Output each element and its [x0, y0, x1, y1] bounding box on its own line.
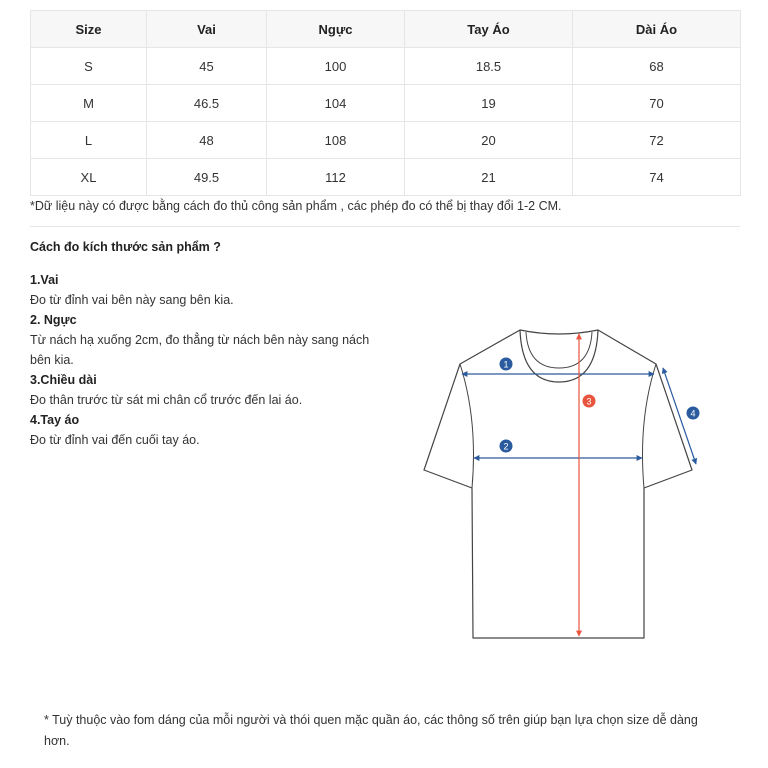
table-cell: 74 — [573, 159, 741, 196]
size-chart-table — [30, 10, 741, 196]
table-cell: M — [31, 85, 147, 122]
instruction-heading-shoulder: 1.Vai — [30, 273, 59, 287]
table-cell: 46.5 — [147, 85, 267, 122]
table-cell: 19 — [405, 85, 573, 122]
measurement-note: *Dữ liệu này có được bằng cách đo thủ công sản phẩm , các phép đo có thể bị thay đổi 1-2 CM. — [30, 199, 562, 213]
instruction-desc-length: Đo thân trước từ sát mi chân cổ trước đến lai áo. — [30, 393, 303, 407]
table-cell: L — [31, 122, 147, 159]
instruction-heading-length: 3.Chiều dài — [30, 373, 97, 387]
table-cell: 108 — [267, 122, 405, 159]
table-cell: 70 — [573, 85, 741, 122]
svg-text:2: 2 — [503, 441, 509, 452]
instruction-heading-chest: 2. Ngực — [30, 313, 77, 327]
marker-chest — [500, 440, 513, 453]
marker-length — [583, 395, 596, 408]
tshirt-measurement-diagram — [420, 320, 720, 650]
marker-shoulder — [500, 358, 513, 371]
table-cell: 45 — [147, 48, 267, 85]
header-size: Size — [31, 11, 147, 48]
marker-sleeve — [687, 407, 700, 420]
table-cell: 48 — [147, 122, 267, 159]
divider — [30, 226, 740, 227]
table-cell: 104 — [267, 85, 405, 122]
table-cell: 20 — [405, 122, 573, 159]
footer-note: * Tuỳ thuộc vào fom dáng của mỗi người và thói quen mặc quần áo, các thông số trên giúp bạn lựa chọn size dễ dàng hơn. — [44, 713, 698, 748]
table-cell: 21 — [405, 159, 573, 196]
table-cell: 72 — [573, 122, 741, 159]
instruction-heading-sleeve: 4.Tay áo — [30, 413, 80, 427]
table-cell: XL — [31, 159, 147, 196]
table-cell: 100 — [267, 48, 405, 85]
table-row — [31, 159, 741, 196]
header-tay-ao: Tay Áo — [405, 11, 573, 48]
tshirt-outline — [424, 330, 692, 638]
header-nguc: Ngực — [267, 11, 405, 48]
svg-text:3: 3 — [586, 396, 592, 407]
table-cell: 112 — [267, 159, 405, 196]
svg-text:4: 4 — [690, 408, 696, 419]
table-cell: 68 — [573, 48, 741, 85]
measure-instructions — [30, 270, 380, 450]
instruction-desc-shoulder: Đo từ đỉnh vai bên này sang bên kia. — [30, 293, 234, 307]
table-row — [31, 85, 741, 122]
table-cell: 18.5 — [405, 48, 573, 85]
table-row — [31, 122, 741, 159]
table-header-row — [31, 11, 741, 48]
instruction-desc-chest: Từ nách hạ xuống 2cm, đo thẳng từ nách bên này sang nách bên kia. — [30, 333, 370, 367]
instruction-desc-sleeve: Đo từ đỉnh vai đến cuối tay áo. — [30, 433, 200, 447]
header-vai: Vai — [147, 11, 267, 48]
table-row — [31, 48, 741, 85]
svg-text:1: 1 — [503, 359, 509, 370]
table-cell: 49.5 — [147, 159, 267, 196]
measure-title: Cách đo kích thước sản phẩm ? — [30, 240, 221, 254]
table-cell: S — [31, 48, 147, 85]
header-dai-ao: Dài Áo — [573, 11, 741, 48]
